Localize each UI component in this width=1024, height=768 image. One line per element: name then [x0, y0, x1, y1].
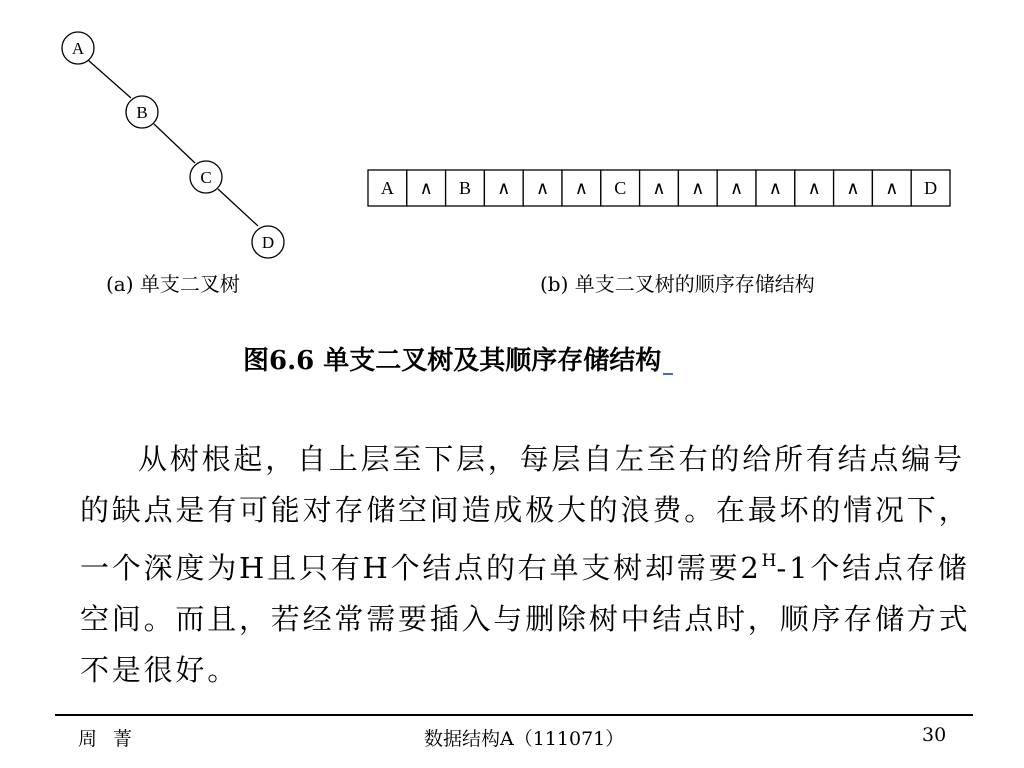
- tree-node-label: C: [200, 168, 212, 187]
- body-paragraph: [80, 434, 980, 696]
- array-cell: [756, 170, 795, 206]
- array-cell-label: ∧: [730, 178, 744, 198]
- array-cell-label: ∧: [574, 178, 588, 198]
- tree-node-c: [190, 161, 222, 193]
- array-cell: [368, 170, 407, 206]
- footer-author: 周 菁: [78, 728, 138, 750]
- footer-divider: [55, 714, 973, 716]
- figure-title-text: 图6.6 单支二叉树及其顺序存储结构: [243, 346, 662, 376]
- array-cell-label: A: [380, 178, 394, 198]
- array-cell-label: ∧: [846, 178, 860, 198]
- array-cell: [484, 170, 523, 206]
- array-cell-label: ∧: [536, 178, 550, 198]
- array-cell: [601, 170, 640, 206]
- array-cell: [911, 170, 950, 206]
- array-cell: [795, 170, 834, 206]
- paragraph-superscript: H: [761, 551, 777, 571]
- text-cursor-mark: [663, 373, 673, 375]
- tree-node-d: [252, 226, 284, 258]
- array-cell: [640, 170, 679, 206]
- tree-edge-b-c: [154, 124, 195, 163]
- array-cell-label: ∧: [497, 178, 511, 198]
- tree-diagram: [0, 0, 1024, 300]
- array-cell: [717, 170, 756, 206]
- tree-edge-c-d: [218, 189, 258, 226]
- tree-node-label: D: [261, 233, 275, 252]
- array-cell: [523, 170, 562, 206]
- tree-node-label: A: [71, 39, 85, 58]
- caption-b: (b) 单支二叉树的顺序存储结构: [540, 272, 815, 296]
- tree-node-a: [62, 32, 94, 64]
- array-cell-label: ∧: [419, 178, 433, 198]
- array-cell-label: C: [614, 178, 627, 198]
- array-cell-label: D: [924, 178, 938, 198]
- tree-node-label: B: [136, 103, 148, 122]
- tree-edge-a-b: [88, 60, 131, 98]
- array-cell-label: ∧: [885, 178, 899, 198]
- array-cell: [872, 170, 911, 206]
- array-cell-label: ∧: [807, 178, 821, 198]
- array-cell: [678, 170, 717, 206]
- array-cell: [407, 170, 446, 206]
- paragraph-text-1: 从树根起，自上层至下层，每层自左至右的给所有结点编号的缺点是有可能对存储空间造成极大的浪费。在最坏的情况下，一个深度为H且只有H个结点的右单支树却需要2: [80, 442, 971, 585]
- storage-array: [368, 170, 950, 206]
- caption-a: (a) 单支二叉树: [106, 272, 240, 296]
- array-cell-label: ∧: [768, 178, 782, 198]
- page-number: 30: [922, 724, 947, 746]
- array-cell-label: ∧: [691, 178, 705, 198]
- array-cell-label: ∧: [652, 178, 666, 198]
- paragraph-text-2: -1个结点存储空间。而且，若经常需要插入与删除树中结点时，顺序存储方式不是很好。: [80, 551, 971, 687]
- tree-node-b: [126, 96, 158, 128]
- figure-title: [243, 340, 673, 377]
- array-cell: [446, 170, 485, 206]
- array-cell: [834, 170, 873, 206]
- array-cell-label: B: [458, 178, 472, 198]
- array-cell: [562, 170, 601, 206]
- footer-course: 数据结构A（111071）: [424, 728, 625, 750]
